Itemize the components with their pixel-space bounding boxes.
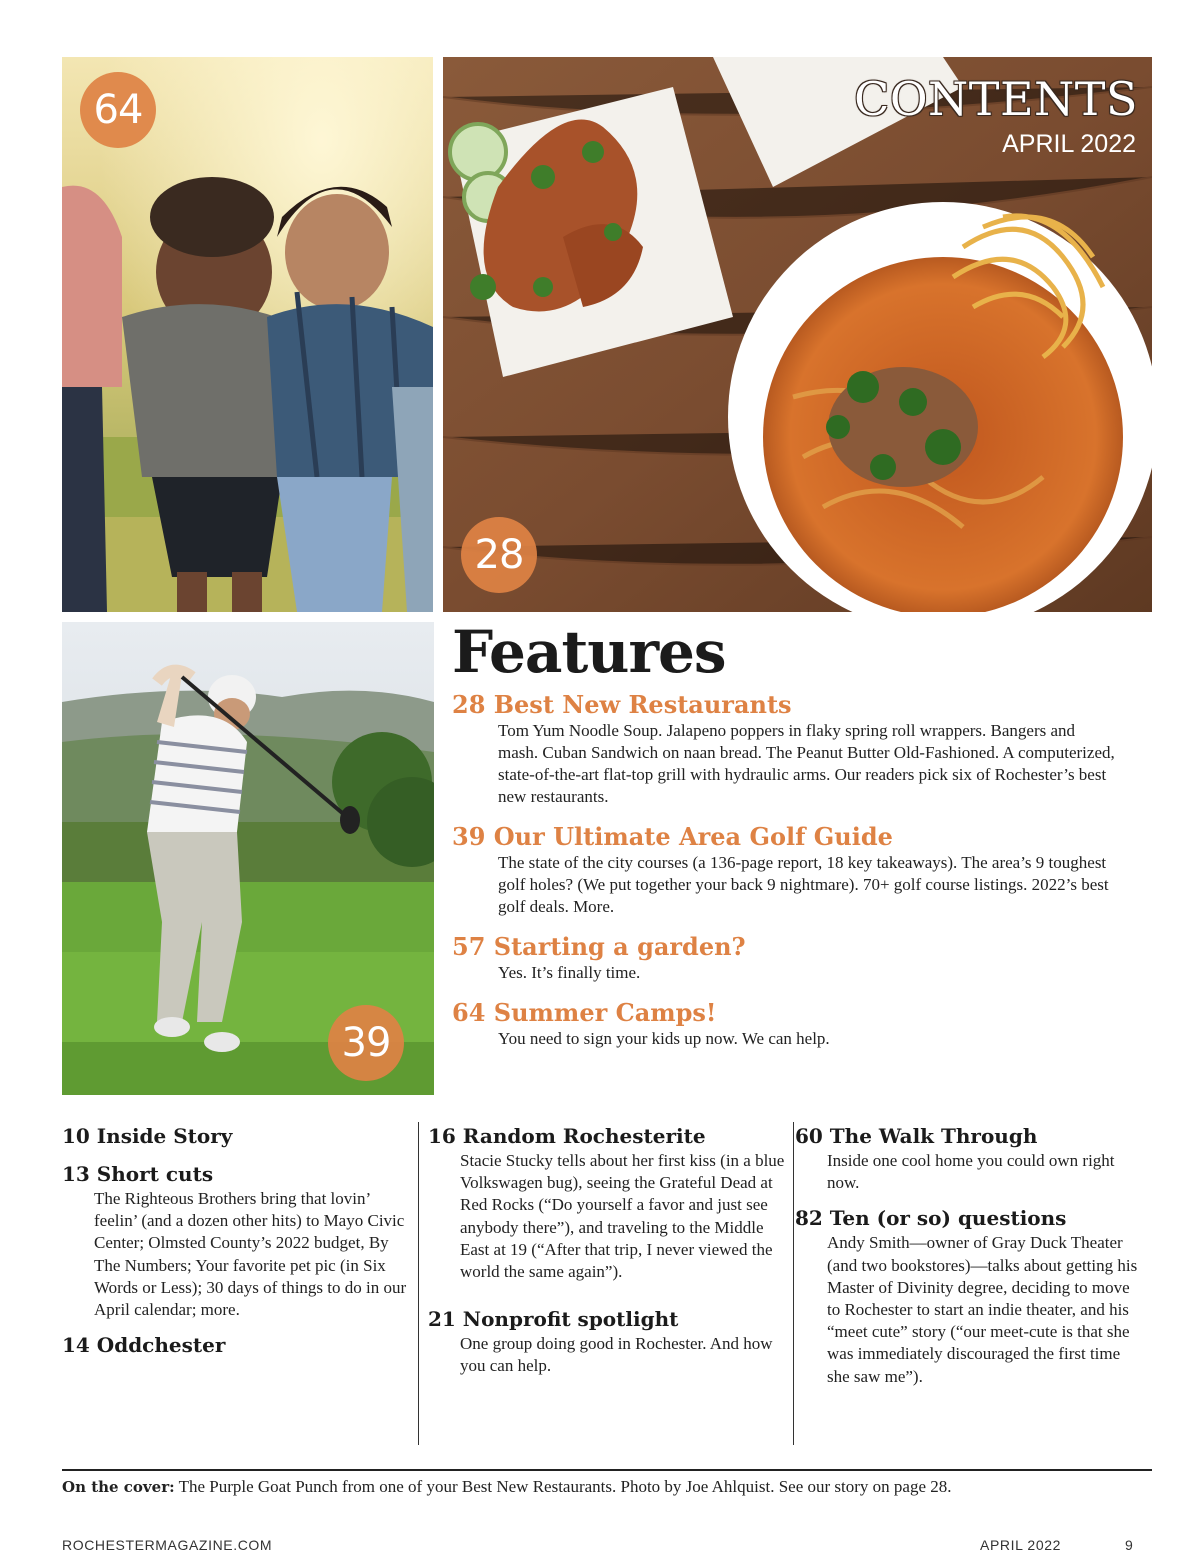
department-title[interactable]: 14 Oddchester bbox=[62, 1333, 226, 1358]
departments-column-1 bbox=[62, 1122, 412, 1369]
feature-item bbox=[452, 690, 1132, 808]
department-item bbox=[795, 1122, 1145, 1194]
department-description: Inside one cool home you could own right now. bbox=[827, 1151, 1115, 1193]
department-description: The Righteous Brothers bring that lovin’ feelin’ (and a dozen other hits) to Mayo Civic Center; Olmsted County’s 2022 budget, By The Numbers; Your favorite pet pic (in Six Words or Less); 30 days of things to do in our April calendar; more. bbox=[94, 1189, 407, 1320]
column-divider bbox=[793, 1122, 794, 1445]
cover-text: The Purple Goat Punch from one of your Best New Restaurants. Photo by Joe Ahlquist. See our story on page 28. bbox=[178, 1477, 952, 1496]
feature-item bbox=[452, 822, 1132, 918]
site-url[interactable]: ROCHESTERMAGAZINE.COM bbox=[62, 1537, 273, 1553]
department-item bbox=[62, 1122, 412, 1150]
department-description: One group doing good in Rochester. And how you can help. bbox=[460, 1334, 773, 1376]
departments-column-3 bbox=[795, 1122, 1145, 1398]
page-number: 9 bbox=[1125, 1537, 1133, 1553]
department-title[interactable]: 82 Ten (or so) questions bbox=[795, 1206, 1067, 1231]
feature-item bbox=[452, 998, 1132, 1050]
department-description: Andy Smith—owner of Gray Duck Theater (and two bookstores)—talks about getting his Master of Divinity degree, deciding to move to Rochester to start an indie theater, and his “meet cute” story (“our meet-cute is that she was immediately discouraged the first time she saw me”). bbox=[827, 1233, 1138, 1386]
footer-issue-date: APRIL 2022 bbox=[980, 1537, 1061, 1553]
department-item bbox=[795, 1204, 1145, 1387]
department-title[interactable]: 21 Nonprofit spotlight bbox=[428, 1307, 679, 1332]
feature-description: Tom Yum Noodle Soup. Jalapeno poppers in flaky spring roll wrappers. Bangers and mash. Cuban Sandwich on naan bread. The Peanut Butter Old-Fashioned. A computerized, state-of-the-art flat-top grill with hydraulic arms. Our readers pick six of Rochester’s best new restaurants. bbox=[498, 721, 1115, 806]
feature-title[interactable]: 64 Summer Camps! bbox=[452, 998, 717, 1027]
features-heading: Features bbox=[452, 618, 726, 686]
department-item bbox=[62, 1160, 412, 1321]
department-title[interactable]: 16 Random Rochesterite bbox=[428, 1124, 706, 1148]
department-title[interactable]: 13 Short cuts bbox=[62, 1162, 214, 1186]
contents-title: CONTENTS bbox=[854, 72, 1138, 126]
department-item bbox=[62, 1331, 412, 1359]
feature-description: Yes. It’s finally time. bbox=[498, 963, 641, 982]
feature-item bbox=[452, 932, 1132, 984]
footer-rule bbox=[62, 1469, 1152, 1471]
feature-description: The state of the city courses (a 136-page report, 18 key takeaways). The area’s 9 toughest golf holes? (We put together your back 9 nightmare). 70+ golf course listings. 2022’s best golf deals. More. bbox=[498, 853, 1109, 916]
column-divider bbox=[418, 1122, 419, 1445]
page-badge-64: 64 bbox=[80, 72, 156, 148]
cover-note bbox=[62, 1476, 1152, 1498]
feature-title[interactable]: 39 Our Ultimate Area Golf Guide bbox=[452, 822, 893, 851]
department-title[interactable]: 10 Inside Story bbox=[62, 1124, 233, 1148]
department-description: Stacie Stucky tells about her first kiss (in a blue Volkswagen bug), seeing the Grateful Dead at Red Rocks (“Do yourself a favor and just see anybody there”), and traveling to the Middle East at 19 (“After that trip, I never viewed the world the same again”). bbox=[460, 1151, 785, 1282]
feature-description: You need to sign your kids up now. We can help. bbox=[498, 1029, 830, 1048]
feature-title[interactable]: 28 Best New Restaurants bbox=[452, 690, 792, 719]
department-item bbox=[428, 1305, 788, 1377]
departments-column-2 bbox=[428, 1122, 788, 1388]
cover-label: On the cover: bbox=[62, 1478, 175, 1496]
page-badge-39: 39 bbox=[328, 1005, 404, 1081]
department-item bbox=[428, 1122, 788, 1283]
issue-date: APRIL 2022 bbox=[1002, 130, 1136, 158]
page-badge-28: 28 bbox=[461, 517, 537, 593]
department-title[interactable]: 60 The Walk Through bbox=[795, 1124, 1038, 1148]
feature-title[interactable]: 57 Starting a garden? bbox=[452, 932, 746, 961]
